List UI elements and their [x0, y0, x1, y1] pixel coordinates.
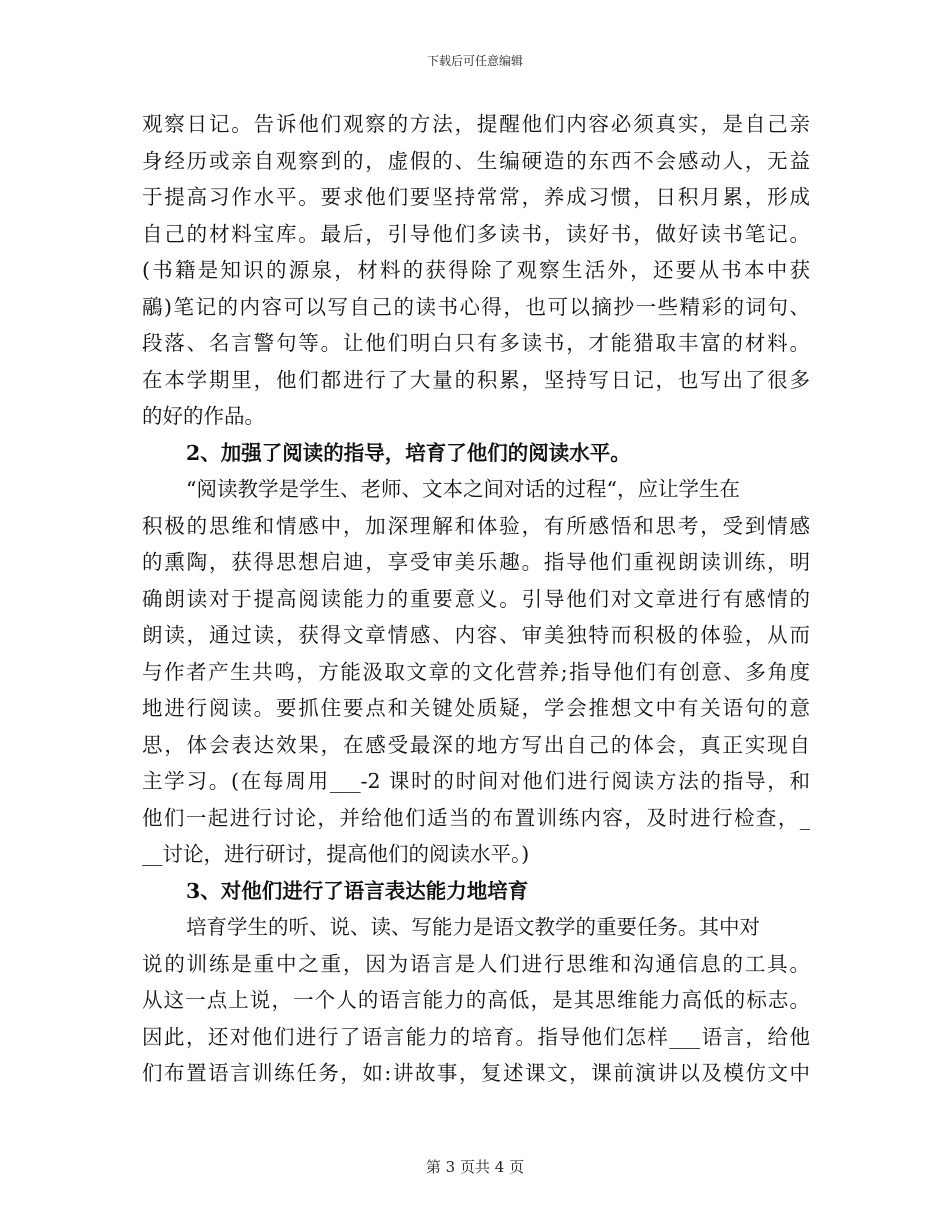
text-line: (书籍是知识的源泉，材料的获得除了观察生活外，还要从书本中获: [142, 258, 810, 282]
text-line: 培育学生的听、说、读、写能力是语文教学的重要任务。其中对: [186, 915, 760, 939]
text-line: 鷊)笔记的内容可以写自己的读书心得，也可以摘抄一些精彩的词句、: [142, 294, 810, 319]
text-line: 说的训练是重中之重，因为语言是人们进行思维和沟通信息的工具。: [142, 951, 810, 976]
text-line: 自己的材料宝库。最后，引导他们多读书，读好书，做好读书笔记。: [142, 221, 810, 246]
document-body: [142, 106, 810, 1092]
text-line: 在本学期里，他们都进行了大量的积累，坚持写日记，也写出了很多: [142, 367, 810, 392]
text-line: __讨论，进行研讨，提高他们的阅读水平。): [142, 842, 530, 866]
text-line: 因此，还对他们进行了语言能力的培育。指导他们怎样___语言，给他: [142, 1024, 810, 1049]
text-line: 的熏陶，获得思想启迪，享受审美乐趣。指导他们重视朗读训练，明: [142, 550, 810, 574]
text-line: 们布置语言训练任务，如:讲故事，复述课文，课前演讲以及模仿文中: [142, 1061, 810, 1085]
text-line: 主学习。(在每周用___-2 课时的时间对他们进行阅读方法的指导，和: [142, 769, 810, 793]
text-line: 朗读，通过读，获得文章情感、内容、审美独特而积极的体验，从而: [142, 623, 810, 647]
text-line: 观察日记。告诉他们观察的方法，提醒他们内容必须真实，是自己亲: [142, 112, 810, 136]
page-footer: 第 3 页共 4 页: [425, 1158, 525, 1176]
text-line: 地进行阅读。要抓住要点和关键处质疑，学会推想文中有关语句的意: [142, 696, 810, 720]
text-line: 思，体会表达效果，在感受最深的地方写出自己的体会，真正实现自: [142, 732, 810, 757]
text-line: 确朗读对于提高阅读能力的重要意义。引导他们对文章进行有感情的: [142, 586, 810, 611]
page-header: 下载后可任意编辑: [426, 54, 523, 68]
section-heading: 3、对他们进行了语言表达能力地培育: [186, 878, 529, 903]
text-line: 与作者产生共鸣，方能汲取文章的文化营养;指导他们有创意、多角度: [142, 659, 810, 684]
text-line: “阅读教学是学生、老师、文本之间对话的过程“，应让学生在: [186, 477, 740, 501]
section-heading: 2、加强了阅读的指导，培育了他们的阅读水平。: [186, 440, 631, 465]
text-line: 的好的作品。: [142, 404, 265, 428]
text-line: 于提高习作水平。要求他们要坚持常常，养成习惯，日积月累，形成: [142, 185, 810, 209]
text-line: 段落、名言警句等。让他们明白只有多读书，才能猎取丰富的材料。: [142, 331, 810, 355]
text-line: 身经历或亲自观察到的，虚假的、生编硬造的东西不会感动人，无益: [142, 148, 810, 173]
text-line: 从这一点上说，一个人的语言能力的高低，是其思维能力高低的标志。: [142, 988, 810, 1012]
text-line: 积极的思维和情感中，加深理解和体验，有所感悟和思考，受到情感: [142, 513, 810, 538]
text-line: 他们一起进行讨论，并给他们适当的布置训练内容，及时进行检查，_: [142, 805, 810, 830]
